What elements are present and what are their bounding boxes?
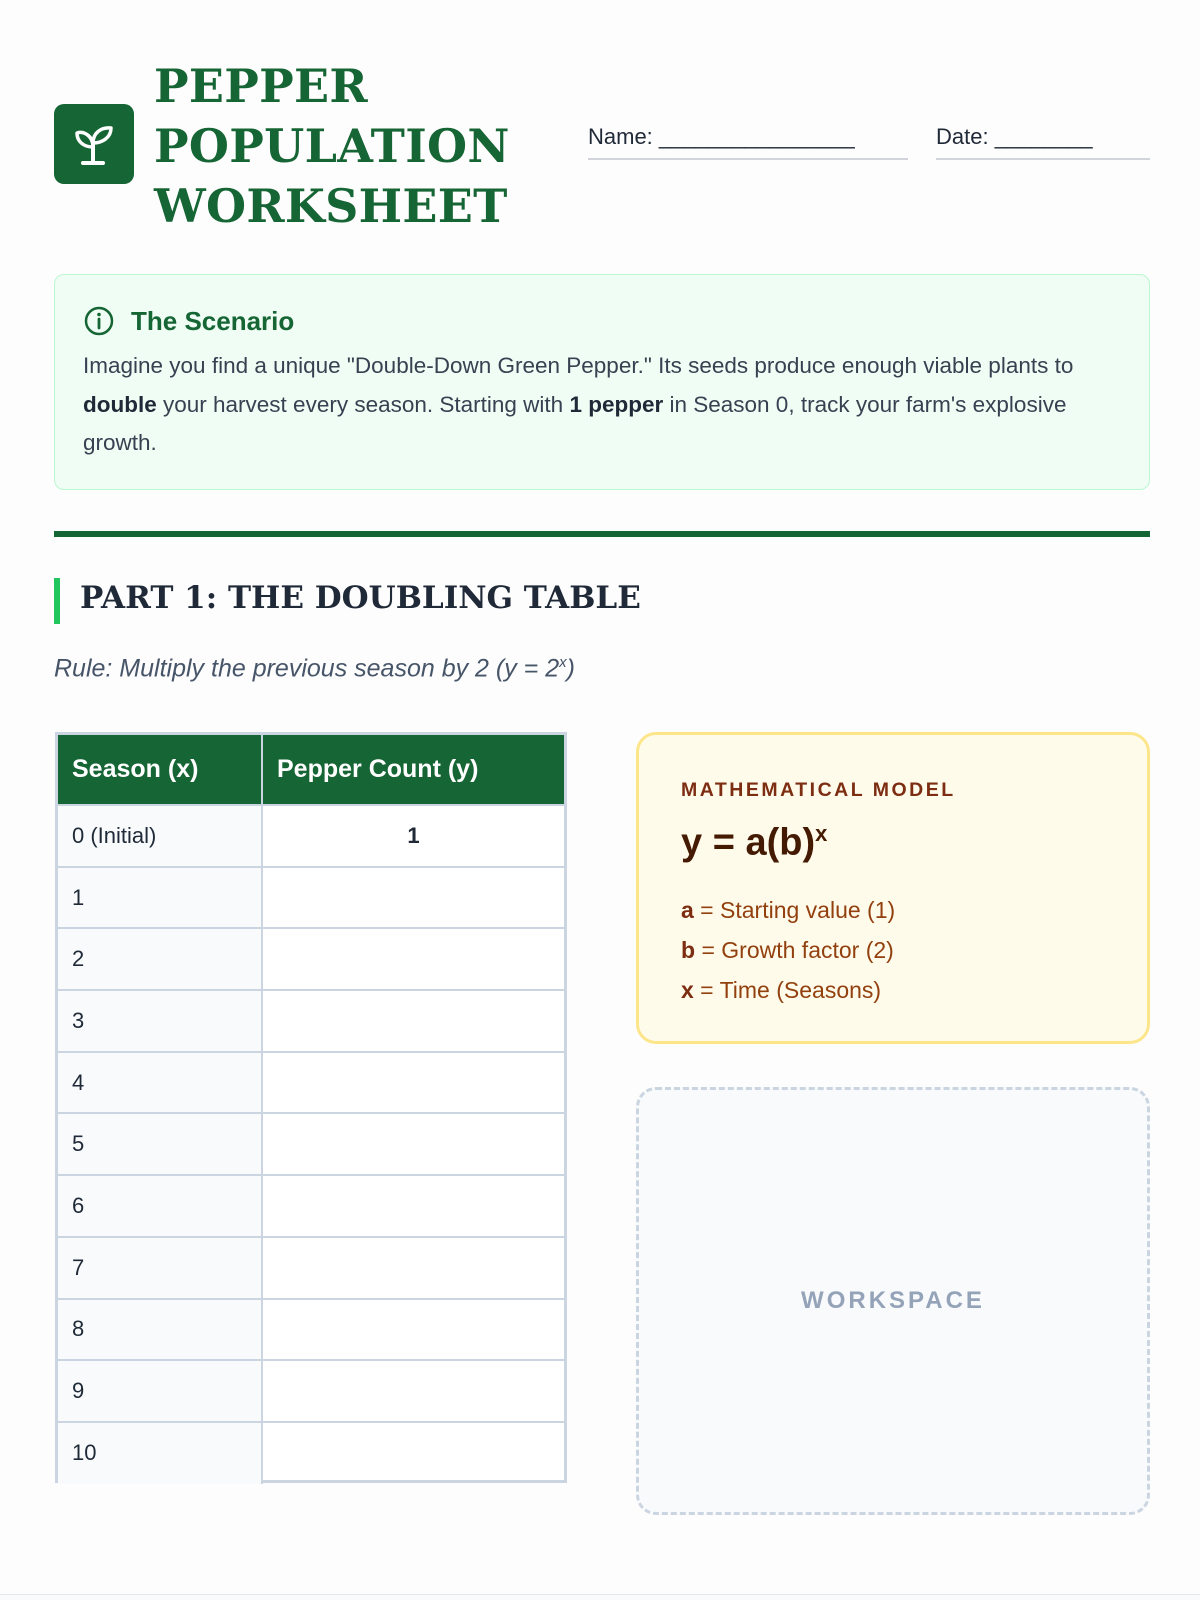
table-row (58, 1360, 564, 1422)
season-cell: 2 (58, 928, 262, 990)
sprout-icon (54, 104, 134, 184)
definition-x (681, 970, 895, 1010)
model-formula (681, 821, 827, 865)
info-icon (83, 305, 115, 337)
definition-desc: Starting value (1) (720, 897, 896, 923)
table-row (58, 1175, 564, 1237)
column-header-count: Pepper Count (y) (262, 735, 564, 805)
table-row (58, 1113, 564, 1175)
season-cell: 1 (58, 867, 262, 929)
season-cell: 0 (Initial) (58, 805, 262, 867)
model-definitions (681, 890, 895, 1010)
pepper-count-cell[interactable] (262, 867, 564, 929)
definition-var: b (681, 937, 696, 963)
rule-text-part: ) (566, 654, 575, 683)
season-cell: 10 (58, 1422, 262, 1484)
scenario-emphasis: double (83, 391, 157, 417)
part1-title: PART 1: THE DOUBLING TABLE (80, 580, 641, 616)
pepper-count-cell[interactable] (262, 1052, 564, 1114)
scenario-emphasis: 1 pepper (569, 391, 664, 417)
pepper-count-cell[interactable] (262, 990, 564, 1052)
table-row (58, 928, 564, 990)
model-label: MATHEMATICAL MODEL (681, 779, 956, 801)
definition-eq: = (693, 897, 721, 923)
season-cell: 5 (58, 1113, 262, 1175)
definition-var: x (681, 977, 694, 1003)
table-row (58, 1299, 564, 1361)
definition-b (681, 930, 895, 970)
definition-a (681, 890, 895, 930)
season-cell: 6 (58, 1175, 262, 1237)
pepper-count-cell[interactable] (262, 1175, 564, 1237)
pepper-count-cell[interactable] (262, 1422, 564, 1484)
name-field[interactable]: Name: ________________ (588, 124, 908, 160)
table-row (58, 1422, 564, 1484)
pepper-count-cell[interactable]: 1 (262, 805, 564, 867)
table-row (58, 805, 564, 867)
column-header-season: Season (x) (58, 735, 262, 805)
table-row (58, 1237, 564, 1299)
rule-exponent: x (559, 654, 567, 671)
section-divider (54, 531, 1150, 537)
math-model-box (636, 732, 1150, 1044)
definition-var: a (681, 897, 694, 923)
definition-eq: = (693, 977, 720, 1003)
table-header-row (58, 735, 564, 805)
season-cell: 4 (58, 1052, 262, 1114)
page-title (154, 56, 510, 236)
rule-text (54, 654, 575, 683)
definition-desc: Growth factor (2) (721, 937, 894, 963)
rule-text-part: Rule: Multiply the previous season by 2 (y = 2 (54, 654, 560, 683)
scenario-header (83, 305, 294, 337)
title-line: POPULATION (154, 119, 510, 173)
section-accent-bar (54, 578, 60, 624)
season-cell: 9 (58, 1360, 262, 1422)
formula-base: y = a(b) (681, 821, 816, 864)
scenario-title: The Scenario (131, 305, 295, 336)
pepper-count-cell[interactable] (262, 1237, 564, 1299)
table-row (58, 867, 564, 929)
title-line: PEPPER (154, 59, 368, 113)
season-cell: 7 (58, 1237, 262, 1299)
date-field[interactable]: Date: ________ (936, 124, 1150, 160)
pepper-count-cell[interactable] (262, 1360, 564, 1422)
scenario-text-part: Imagine you find a unique "Double-Down Green Pepper." Its seeds produce enough viable plants to (83, 353, 1074, 378)
scenario-box (54, 274, 1150, 490)
table-row (58, 990, 564, 1052)
title-line: WORKSHEET (154, 179, 508, 233)
pepper-count-cell[interactable] (262, 1299, 564, 1361)
scenario-text-part: your harvest every season. Starting with (156, 391, 570, 417)
formula-exponent: x (815, 821, 828, 846)
season-cell: 3 (58, 990, 262, 1052)
scenario-text (83, 347, 1103, 463)
definition-desc: Time (Seasons) (719, 977, 882, 1003)
pepper-count-cell[interactable] (262, 1113, 564, 1175)
doubling-table (55, 732, 567, 1483)
workspace-area[interactable] (636, 1087, 1150, 1515)
workspace-label: WORKSPACE (801, 1287, 985, 1314)
season-cell: 8 (58, 1299, 262, 1361)
table-row (58, 1052, 564, 1114)
definition-eq: = (695, 937, 722, 963)
scenario-text-part: in Season 0, track your farm's explosive growth. (83, 391, 1067, 455)
pepper-count-cell[interactable] (262, 928, 564, 990)
